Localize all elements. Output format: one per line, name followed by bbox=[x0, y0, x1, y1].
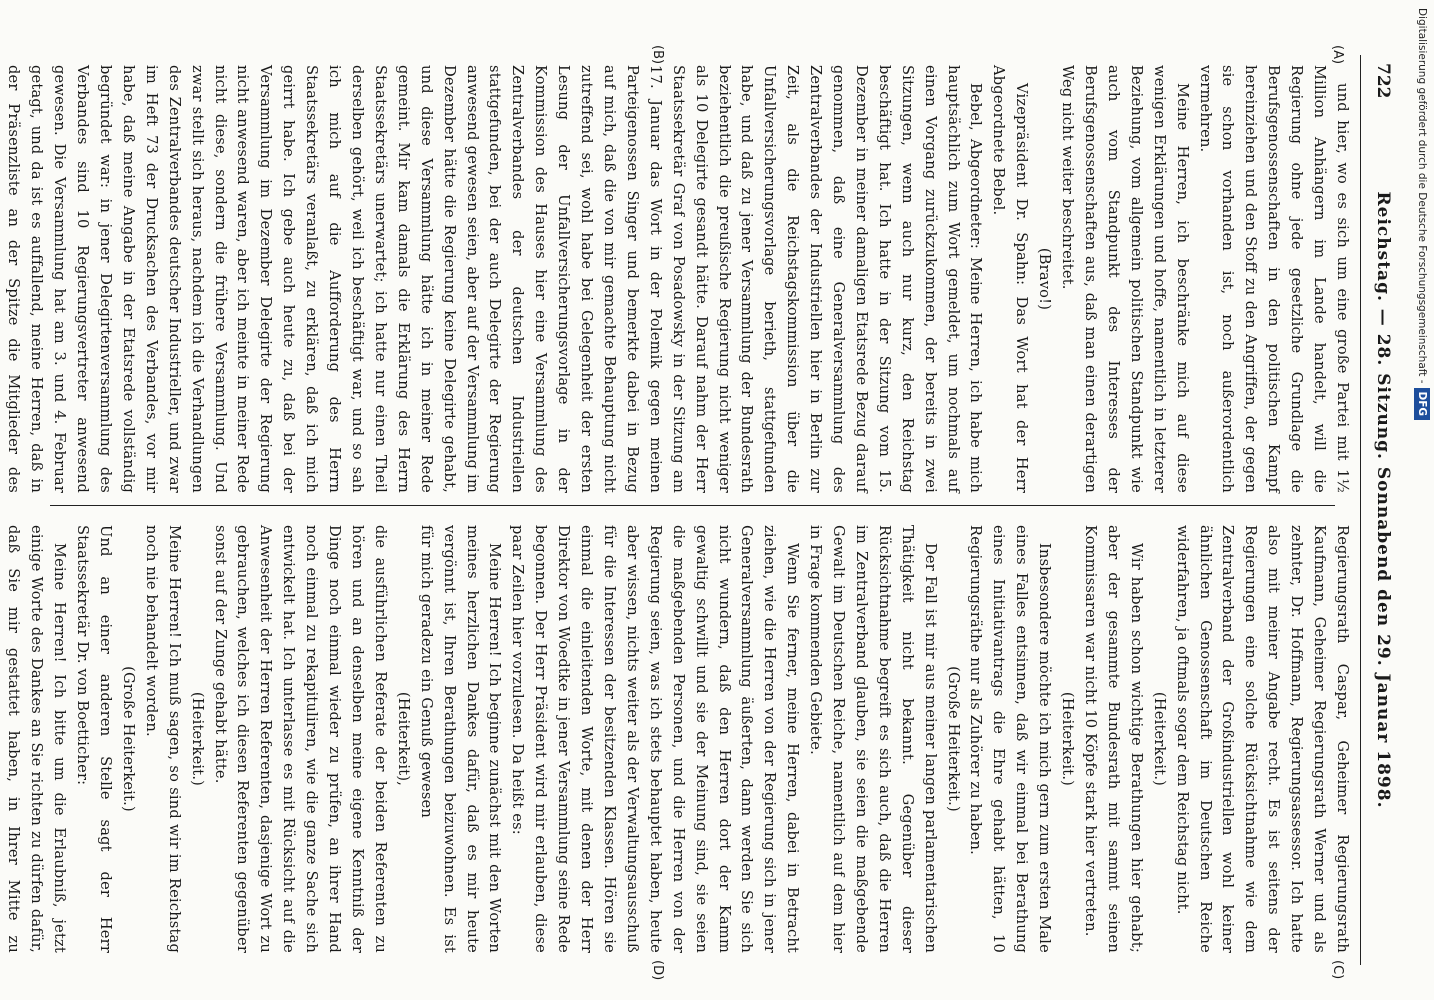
digitization-credit bbox=[1414, 8, 1430, 988]
dfg-logo: DFG bbox=[1414, 388, 1430, 421]
interjection: (Große Heiterkeit.) bbox=[944, 666, 962, 812]
digitization-note: Digitalisierung gefördert durch die Deutsche Forschungsgemeinschaft - bbox=[1416, 8, 1428, 384]
text-column-right bbox=[5, 525, 1353, 953]
quotation: die ausführlichen Referate der beiden Referenten zu hören und an denselben meine eigene Kenntniß der Dinge noch einmal wieder zu prüfen, an ihrer Hand noch einmal zu rekapituliren, wie die ganze Sache sich entwickelt hat. Ich unterlasse es mit Rücksicht auf die Anwesenheit der Herren Referenten, dasjenige Wort zu gebrauchen, welches ich diesen Referenten gegenüber sonst auf der Zunge gehabt hätte. bbox=[211, 525, 389, 953]
paragraph: Insbesondere möchte ich mich gern zum ersten Male eines Falles entsinnen, daß wir einmal bei Berathung eines Initiativantrags die Ehre gehabt hätten, 10 Regierungsräthe nur als Zuhörer zu haben. bbox=[967, 525, 1054, 953]
text-column-left bbox=[5, 65, 1353, 493]
interjection: (Große Heiterkeit.) bbox=[119, 666, 137, 812]
header-rule bbox=[1360, 55, 1361, 965]
paragraph: Meine Herren! Ich muß sagen, so sind wir im Reichstag noch nie behandelt worden. bbox=[142, 525, 183, 953]
paragraph: Der Fall ist mir aus meiner langen parlamentarischen Thätigkeit nicht bekannt. Gegenüber dieser Rücksichtnahme begreift es sich auch, daß die Herren im Zentralverband glauben, sie seien die maßgebende Gewalt im Deutschen Reiche, namentlich auf dem hier in Frage kommenden Gebiete. bbox=[807, 525, 939, 953]
column-divider bbox=[50, 505, 1335, 506]
margin-marker-c: (C) bbox=[1330, 960, 1345, 980]
interjection: (Heiterkeit), bbox=[394, 691, 412, 787]
paragraph: Wir haben schon wichtige Berathungen hier gehabt; aber der gesammte Bundesrath mit sammt seinen Kommissaren war nicht 10 Köpfe stark hier vertreten. bbox=[1082, 525, 1145, 953]
paragraph: Regierungsrath Caspar, Geheimer Regierungsrath Kaufmann, Geheimer Regierungsrath Werner und als zehnter, Dr. Hoffmann, Regierungsassessor. Ich hatte also mit meiner Angabe recht. Es ist seitens der Regierungen eine solche Rücksichtnahme wie dem Zentralverband der Großindustriellen wohl keiner ähnlichen Genossenschaft im Deutschen Reiche widerfahren, ja oftmals sogar dem Reichstag nicht. bbox=[1173, 525, 1351, 953]
paragraph: Bebel, Abgeordneter: Meine Herren, ich habe mich hauptsächlich zum Wort gemeldet, um nochmals auf einen Vorgang zurückzukommen, der bereits in zwei Sitzungen, wenn auch nur kurz, den Reichstag beschäftigt hat. Ich hatte in der Sitzung vom 15. Dezember in meiner damaligen Etatsrede Bezug darauf genommen, daß eine Generalversammlung des Zentralverbandes der Industriellen hier in Berlin zur Zeit, als die Reichstagskommission über die Unfallversicherungsvorlage berieth, stattgefunden habe, und daß zu jener Versammlung der Bundesrath beziehentlich die preußische Regierung nicht weniger als 10 Delegirte gesandt hätte. Darauf nahm der Herr Staatssekretär Graf von Posadowsky in der Sitzung am 17. Januar das Wort in der Polemik gegen meinen Parteigenossen Singer und bemerkte dabei in Bezug auf mich, daß die von mir gemachte Behauptung nicht zutreffend sei, wohl habe bei Gelegenheit der ersten Lesung der Unfallversicherungsvorlage in der Kommission des Hauses hier eine Versammlung des Zentralverbandes der deutschen Industriellen stattgefunden, bei der auch Delegirte der Regierung anwesend gewesen seien, aber auf der Versammlung im Dezember hätte die Regierung keine Delegirte gehabt, und diese Versammlung hätte ich in meiner Rede gemeint. Mir kam damals die Erklärung des Herrn Staatssekretärs unerwartet; ich hatte nur einen Theil derselben gehört, weil ich beschäftigt war, und so sah ich mich auf die Aufforderung des Herrn Staatssekretärs veranlaßt, zu erklären, daß ich mich geirrt habe. Ich gebe auch heute zu, daß bei der Versammlung im Dezember Delegirte der Regierung nicht anwesend waren, aber ich meinte in meiner Rede nicht diese, sondern die frühere Versammlung. Und zwar stellt sich heraus, nachdem ich die Verhandlungen des Zentralverbandes deutscher Industrieller, und zwar im Heft 73 der Drucksachen des Verbandes, vor mir habe, daß meine Angabe in der Etatsrede vollständig begründet war: in jener Delegirtenversammlung des Verbandes sind 10 Regierungsvertreter anwesend gewesen. Die Versammlung hat am 3. und 4. Februar getagt, und da ist es auffallend, meine Herren, daß in der Präsenzliste an der Spitze die Mitglieder des bbox=[5, 65, 985, 493]
interjection: (Heiterkeit.) bbox=[1059, 691, 1077, 787]
margin-marker-a: (A) bbox=[1330, 45, 1345, 65]
margin-marker-d: (D) bbox=[650, 960, 665, 981]
paragraph: Meine Herren, ich beschränke mich auf diese wenigen Erklärungen und hoffe, namentlich in letzterer Beziehung, vom allgemein politischen Standpunkt wie auch vom Standpunkt des Interesses der Berufsgenossenschaften aus, daß man einen derartigen Weg nicht weiter beschreitet. bbox=[1059, 65, 1191, 493]
margin-marker-b: (B) bbox=[650, 45, 665, 65]
paragraph: Und an einer anderen Stelle sagt der Herr Staatssekretär Dr. von Boetticher: bbox=[74, 525, 115, 953]
interjection: (Heiterkeit.) bbox=[188, 691, 206, 787]
paragraph: Vizepräsident Dr. Spahn: Das Wort hat der Herr Abgeordnete Bebel. bbox=[990, 65, 1031, 493]
quotation: Meine Herren! Ich beginne zunächst mit den Worten meines herzlichen Dankes dafür, daß es mir heute vergönnt ist, Ihren Berathungen beizuwohnen. Es ist für mich geradezu ein Genuß gewesen bbox=[417, 525, 504, 953]
paragraph: Wenn Sie ferner, meine Herren, dabei in Betracht ziehen, wie die Herren von der Regierung sich in jener Generalversammlung äußerten, dann werden Sie sich nicht wundern, daß den Herren dort der Kamm gewaltig schwillt und sie der Meinung sind, sie seien die maßgebenden Personen, und die Herren von der Regierung seien, was ich stets behauptet haben, heute aber wissen, nichts weiter als der Verwaltungsausschuß für die Interessen der besitzenden Klassen. Hören sie einmal die einleitenden Worte, mit denen der Herr Direktor von Woedtke in jener Versammlung seine Rede begonnen. Der Herr Präsident wird mir erlauben, diese paar Zeilen hier vorzulesen. Da heißt es: bbox=[509, 525, 802, 953]
interjection: (Heiterkeit.) bbox=[1150, 691, 1168, 787]
interjection: (Bravo!) bbox=[1036, 247, 1054, 311]
paragraph: und hier, wo es sich um eine große Partei mit 1½ Million Anhängern im Lande handelt, will die Regierung ohne jede gesetzliche Grundlage die Berufsgenossenschaften in den politischen Kampf hereinziehen und den Stoff zu den Angriffen, der gegen sie schon vorhanden ist, noch außerordentlich vermehren. bbox=[1196, 65, 1351, 493]
page-number: 722 bbox=[1373, 63, 1393, 99]
page-title: Reichstag. — 28. Sitzung. Sonnabend den 29. Januar 1898. bbox=[1373, 191, 1393, 809]
quotation: Meine Herren! Ich bitte um die Erlaubniß, jetzt einige Worte des Dankes an Sie richten zu dürfen dafür, daß Sie mir gestattet haben, in Ihrer Mitte zu bbox=[5, 525, 69, 953]
rotated-page-content bbox=[5, 5, 1405, 995]
